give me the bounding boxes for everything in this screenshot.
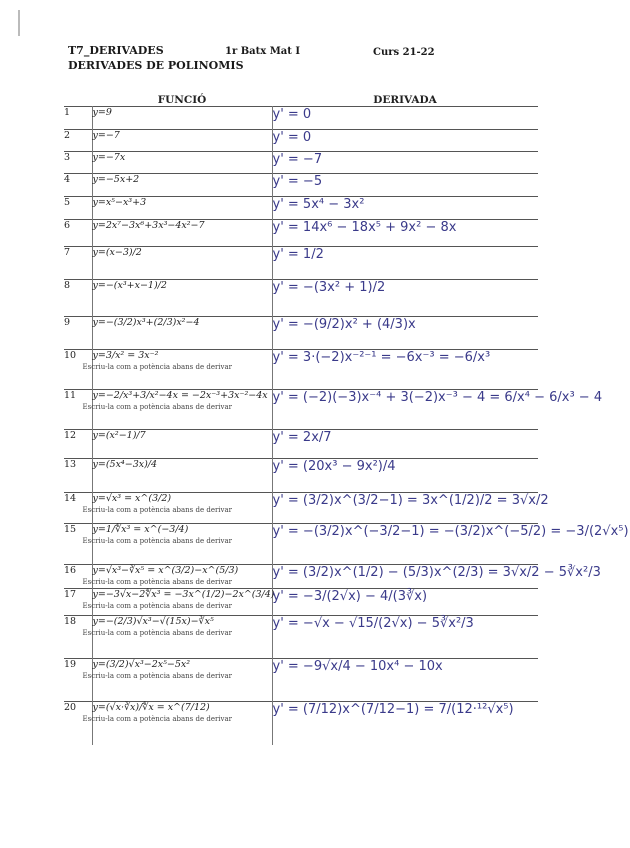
table-row <box>64 350 538 390</box>
row-derivative: y' = (3/2)x^(1/2) − (5/3)x^(2/3) = 3√x/2 − 5∛x²/3 <box>272 565 538 589</box>
row-function <box>82 616 272 659</box>
row-instruction-note: Escriu-la com a potència abans de derivar <box>82 403 233 411</box>
row-number: 17 <box>64 589 92 616</box>
row-function <box>92 220 272 247</box>
table-row <box>64 197 538 220</box>
function-expression: y=−3√x−2∜x³ = −3x^(1/2)−2x^(3/4) <box>92 589 275 600</box>
row-derivative: y' = 0 <box>272 130 538 152</box>
row-function <box>82 350 272 390</box>
row-number: 7 <box>64 247 92 280</box>
row-function <box>92 247 272 280</box>
row-derivative: y' = 0 <box>272 107 538 130</box>
row-function <box>92 107 272 130</box>
row-instruction-note: Escriu-la com a potència abans de derivar <box>82 672 233 680</box>
function-expression: y=−(x³+x−1)/2 <box>92 280 167 291</box>
table-row <box>64 565 538 589</box>
row-instruction-note: Escriu-la com a potència abans de derivar <box>82 715 233 723</box>
table-row <box>64 220 538 247</box>
row-number: 14 <box>64 493 92 524</box>
function-expression: y=−7 <box>92 130 120 141</box>
row-number: 15 <box>64 524 92 565</box>
function-expression: y=9 <box>92 107 112 118</box>
row-derivative: y' = −5 <box>272 174 538 197</box>
table-row <box>64 152 538 174</box>
function-expression: y=√x³ = x^(3/2) <box>92 493 172 504</box>
table-row <box>64 616 538 659</box>
function-expression: y=(3/2)√x³−2x⁵−5x² <box>92 659 191 670</box>
row-instruction-note: Escriu-la com a potència abans de derivar <box>82 506 233 514</box>
row-function <box>82 589 275 616</box>
row-derivative: y' = 1/2 <box>272 247 538 280</box>
table-row <box>64 174 538 197</box>
worksheet-subtitle: DERIVADES DE POLINOMIS <box>68 59 244 72</box>
row-derivative: y' = −7 <box>272 152 538 174</box>
row-number: 18 <box>64 616 92 659</box>
row-derivative: y' = (−2)(−3)x⁻⁴ + 3(−2)x⁻³ − 4 = 6/x⁴ − 6/x³ − 4 <box>272 390 538 430</box>
table-row <box>64 459 538 493</box>
row-derivative: y' = (20x³ − 9x²)/4 <box>272 459 538 493</box>
row-function <box>82 493 272 524</box>
row-number: 2 <box>64 130 92 152</box>
function-expression: y=(x²−1)/7 <box>92 430 146 441</box>
row-number: 11 <box>64 390 92 430</box>
row-function <box>82 702 272 745</box>
table-row <box>64 493 538 524</box>
function-expression: y=−(2/3)√x³−√(15x)−∛x⁵ <box>92 616 214 627</box>
row-derivative: y' = 2x/7 <box>272 430 538 459</box>
row-number: 3 <box>64 152 92 174</box>
function-expression: y=x⁵−x³+3 <box>92 197 147 208</box>
row-number: 5 <box>64 197 92 220</box>
row-derivative: y' = −√x − √15/(2√x) − 5∛x²/3 <box>272 616 538 659</box>
row-function <box>82 390 272 430</box>
row-number: 16 <box>64 565 92 589</box>
row-derivative: y' = 14x⁶ − 18x⁵ + 9x² − 8x <box>272 220 538 247</box>
row-instruction-note: Escriu-la com a potència abans de derivar <box>82 629 233 637</box>
row-number: 10 <box>64 350 92 390</box>
table-row <box>64 130 538 152</box>
table-row <box>64 390 538 430</box>
row-number: 8 <box>64 280 92 317</box>
row-derivative: y' = −(3/2)x^(−3/2−1) = −(3/2)x^(−5/2) = −3/(2√x⁵) <box>272 524 538 565</box>
row-function <box>92 430 272 459</box>
row-number: 13 <box>64 459 92 493</box>
function-expression: y=−2/x³+3/x²−4x = −2x⁻³+3x⁻²−4x <box>92 390 268 401</box>
function-expression: y=2x⁷−3x⁶+3x³−4x²−7 <box>92 220 205 231</box>
row-number: 6 <box>64 220 92 247</box>
function-expression: y=−(3/2)x³+(2/3)x²−4 <box>92 317 200 328</box>
row-instruction-note: Escriu-la com a potència abans de derivar <box>82 602 233 610</box>
function-expression: y=(x−3)/2 <box>92 247 142 258</box>
row-function <box>92 130 272 152</box>
row-derivative: y' = −(9/2)x² + (4/3)x <box>272 317 538 350</box>
row-derivative: y' = 3·(−2)x⁻²⁻¹ = −6x⁻³ = −6/x³ <box>272 350 538 390</box>
table-row <box>64 317 538 350</box>
row-function <box>92 280 272 317</box>
year-label: Curs 21-22 <box>373 47 435 58</box>
function-expression: y=1/∜x³ = x^(−3/4) <box>92 524 189 535</box>
table-row <box>64 589 538 616</box>
row-derivative: y' = −3/(2√x) − 4/(3∛x) <box>272 589 538 616</box>
row-function <box>92 174 272 197</box>
table-row <box>64 280 538 317</box>
row-number: 19 <box>64 659 92 702</box>
table-row <box>64 247 538 280</box>
header-number <box>64 84 92 107</box>
table-header-row <box>64 84 538 107</box>
row-instruction-note: Escriu-la com a potència abans de derivar <box>82 537 233 545</box>
header-function: FUNCIÓ <box>157 94 207 106</box>
row-number: 1 <box>64 107 92 130</box>
row-derivative: y' = 5x⁴ − 3x² <box>272 197 538 220</box>
row-number: 20 <box>64 702 92 745</box>
row-instruction-note: Escriu-la com a potència abans de derivar <box>82 578 233 586</box>
row-derivative: y' = −9√x/4 − 10x⁴ − 10x <box>272 659 538 702</box>
function-expression: y=−5x+2 <box>92 174 140 185</box>
row-number: 12 <box>64 430 92 459</box>
scan-mark <box>18 10 20 36</box>
table-row <box>64 524 538 565</box>
function-expression: y=−7x <box>92 152 126 163</box>
table-row <box>64 702 538 745</box>
row-function <box>82 524 272 565</box>
course-label: 1r Batx Mat I <box>225 46 301 57</box>
row-function <box>82 565 272 589</box>
table-row <box>64 107 538 130</box>
row-function <box>92 459 272 493</box>
table-row <box>64 430 538 459</box>
row-instruction-note: Escriu-la com a potència abans de derivar <box>82 363 233 371</box>
header-derivative: DERIVADA <box>373 94 437 106</box>
row-number: 9 <box>64 317 92 350</box>
table-row <box>64 659 538 702</box>
function-expression: y=√x³−∛x⁵ = x^(3/2)−x^(5/3) <box>92 565 239 576</box>
derivatives-table <box>64 84 629 745</box>
row-function <box>92 152 272 174</box>
row-derivative: y' = −(3x² + 1)/2 <box>272 280 538 317</box>
function-expression: y=(5x⁴−3x)/4 <box>92 459 158 470</box>
row-derivative: y' = (7/12)x^(7/12−1) = 7/(12·¹²√x⁵) <box>272 702 538 745</box>
row-function <box>92 317 272 350</box>
row-derivative: y' = (3/2)x^(3/2−1) = 3x^(1/2)/2 = 3√x/2 <box>272 493 538 524</box>
function-expression: y=3/x² = 3x⁻² <box>92 350 159 361</box>
row-function <box>82 659 272 702</box>
worksheet-title: T7_DERIVADES <box>68 44 164 57</box>
row-number: 4 <box>64 174 92 197</box>
row-function <box>92 197 272 220</box>
function-expression: y=(√x·∛x)/∜x = x^(7/12) <box>92 702 210 713</box>
